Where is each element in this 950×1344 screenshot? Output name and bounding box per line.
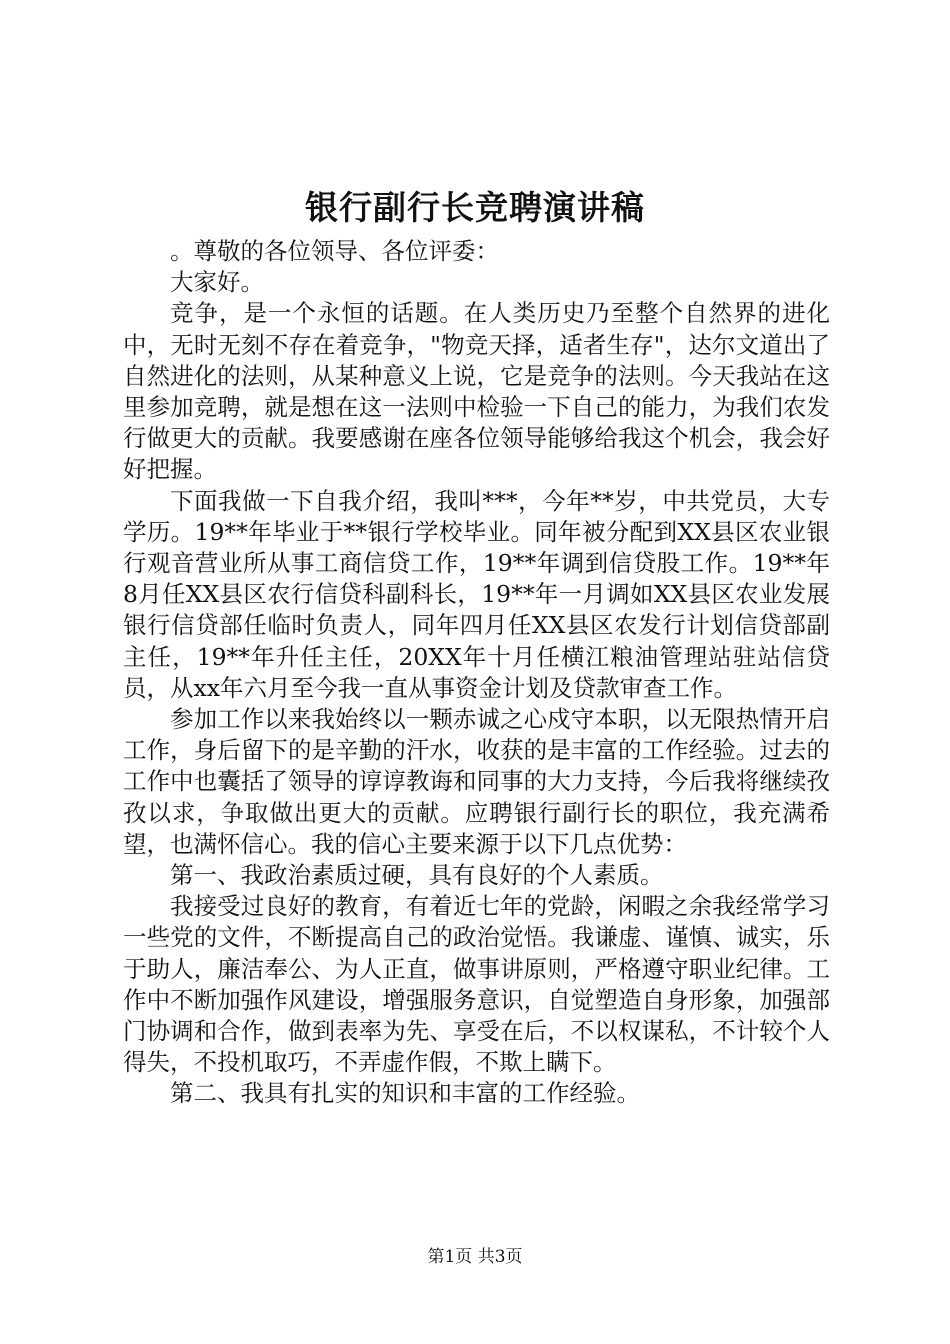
paragraph-self-introduction: 下面我做一下自我介绍，我叫***，今年**岁，中共党员，大专学历。19**年毕业于**银行学校毕业。同年被分配到XX县区农业银行观音营业所从事工商信贷工作，19**年调到信贷股工作。19**年8月任XX县区农行信贷科副科长，19**年一月调如XX县区农业发展银行信贷部任临时负责人，同年四月任XX县区农发行计划信贷部副主任，19**年升任主任，20XX年十月任横江粮油管理站驻站信贷员，从xx年六月至今我一直从事资金计划及贷款审查工作。 — [123, 486, 830, 702]
document-body — [123, 236, 830, 1110]
point-one-heading: 第一、我政治素质过硬，具有良好的个人素质。 — [170, 861, 664, 890]
page-footer: 第1页 共3页 — [427, 1247, 523, 1267]
paragraph-political-quality: 我接受过良好的教育，有着近七年的党龄，闲暇之余我经常学习一些党的文件，不断提高自己的政治觉悟。我谦虚、谨慎、诚实，乐于助人，廉洁奉公、为人正直，做事讲原则，严格遵守职业纪律。工作中不断加强作风建设，增强服务意识，自觉塑造自身形象，加强部门协调和合作，做到表率为先、享受在后，不以权谋私，不计较个人得失，不投机取巧，不弄虚作假，不欺上瞒下。 — [123, 892, 830, 1077]
paragraph-work-experience: 参加工作以来我始终以一颗赤诚之心戍守本职，以无限热情开启工作，身后留下的是辛勤的汗水，收获的是丰富的工作经验。过去的工作中也囊括了领导的谆谆教诲和同事的大力支持，今后我将继续孜孜以求，争取做出更大的贡献。应聘银行副行长的职位，我充满希望，也满怀信心。我的信心主要来源于以下几点优势： — [123, 705, 830, 858]
paragraph-competition: 竞争，是一个永恒的话题。在人类历史乃至整个自然界的进化中，无时无刻不存在着竞争，"物竞天择，适者生存"，达尔文道出了自然进化的法则，从某种意义上说，它是竞争的法则。今天我站在这里参加竞聘，就是想在这一法则中检验一下自己的能力，为我们农发行做更大的贡献。我要感谢在座各位领导能够给我这个机会，我会好好把握。 — [123, 299, 830, 484]
document-title: 银行副行长竞聘演讲稿 — [305, 188, 645, 227]
salutation: 。尊敬的各位领导、各位评委： — [170, 237, 499, 265]
point-two-heading: 第二、我具有扎实的知识和丰富的工作经验。 — [170, 1079, 640, 1108]
greeting: 大家好。 — [170, 268, 264, 297]
